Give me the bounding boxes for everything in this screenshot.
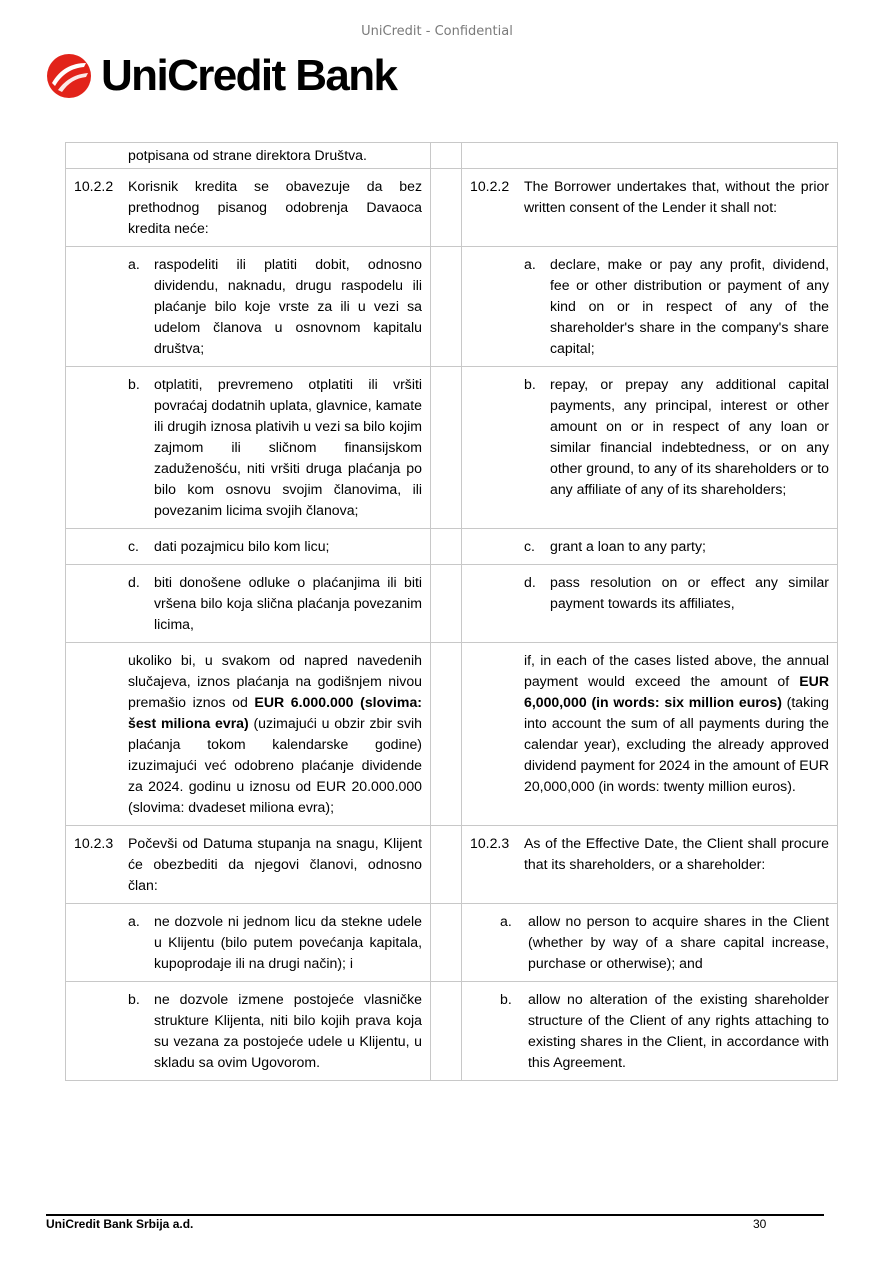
en-text: grant a loan to any party; xyxy=(550,538,706,554)
clause-number: 10.2.2 xyxy=(74,178,114,194)
unicredit-logo-icon xyxy=(46,53,92,99)
sr-text: dati pozajmicu bilo kom licu; xyxy=(154,538,330,554)
table-row xyxy=(66,826,838,904)
sr-text: ukoliko bi, u svakom od napred navedenih slučajeva, iznos plaćanja na godišnjem nivou premašio iznos od EUR 6.000.000 (slovima: šest miliona evra) (uzimajući u obzir zbir svih plaćanja tokom kalendarske godine) izuzimajući već odobreno plaćanje dividende za 2024. godinu u iznosu od EUR 20.000.000 (slovima: dvadeset miliona evra); xyxy=(128,652,422,815)
sr-text: otplatiti, prevremeno otplatiti ili vršiti povraćaj dodatnih uplata, glavnice, kamate ili drugih iznosa plativih u vezi sa bilo kojim zajmom ili sličnom finansijskom zaduženošću, niti vršiti druga plaćanja po bilo kom osnovu svojim članovima, ili povezanim licima svojih članova; xyxy=(154,376,422,518)
sr-cell xyxy=(66,143,431,169)
unicredit-logo xyxy=(46,53,396,99)
en-text: pass resolution on or effect any similar payment towards its affiliates, xyxy=(550,574,829,611)
en-text: allow no person to acquire shares in the Client (whether by way of a share capital increase, purchase or otherwise); and xyxy=(528,913,829,971)
item-letter: a. xyxy=(128,913,140,929)
table-row xyxy=(66,982,838,1081)
confidential-label: UniCredit - Confidential xyxy=(361,24,513,39)
table-row xyxy=(66,169,838,247)
en-text: allow no alteration of the existing shareholder structure of the Client of any rights attaching to existing shares in the Client, in accordance with this Agreement. xyxy=(528,991,829,1070)
bilingual-contract-table xyxy=(65,142,838,1081)
table-row xyxy=(66,367,838,529)
en-text: repay, or prepay any additional capital payments, any principal, interest or other amount on or in respect of any loan or similar financial indebtedness, or on any other ground, to any of its shareholders or to any affiliate of any of its shareholders; xyxy=(550,376,829,497)
brand-name: UniCredit Bank xyxy=(101,51,397,100)
sr-text: ne dozvole izmene postojeće vlasničke strukture Klijenta, niti bilo kojih prava koja su vezana za postojeće udele u Klijentu, u skladu sa ovim Ugovorom. xyxy=(154,991,422,1070)
clause-number: 10.2.3 xyxy=(470,835,510,851)
item-letter: c. xyxy=(524,538,535,554)
item-letter: b. xyxy=(500,991,512,1007)
item-letter: b. xyxy=(128,991,140,1007)
item-letter: a. xyxy=(500,913,512,929)
sr-text: ne dozvole ni jednom licu da stekne udele u Klijentu (bilo putem povećanja kapitala, kupoprodaje ili na drugi način); i xyxy=(154,913,422,971)
item-letter: d. xyxy=(128,574,140,590)
en-text: As of the Effective Date, the Client shall procure that its shareholders, or a shareholder: xyxy=(524,835,829,872)
footer-divider xyxy=(46,1214,824,1216)
item-letter: a. xyxy=(524,256,536,272)
sr-text: biti donošene odluke o plaćanjima ili biti vršena bilo koja slična plaćanja povezanim licima, xyxy=(154,574,422,632)
sr-text: raspodeliti ili platiti dobit, odnosno dividendu, naknadu, drugu raspodelu ili plaćanje bilo koje vrste za ili u vezi sa udelom članova u osnovnom kapitalu društva; xyxy=(154,256,422,356)
table-row xyxy=(66,143,838,169)
en-text: if, in each of the cases listed above, the annual payment would exceed the amount of EUR 6,000,000 (in words: six million euros) (taking into account the sum of all payments during the calendar year), excluding the already approved dividend payment for 2024 in the amount of EUR 20,000,000 (in words: twenty million euros). xyxy=(524,652,829,794)
sr-text: potpisana od strane direktora Društva. xyxy=(128,147,367,163)
table-row xyxy=(66,904,838,982)
table-row xyxy=(66,529,838,565)
item-letter: d. xyxy=(524,574,536,590)
sr-text: Počevši od Datuma stupanja na snagu, Klijent će obezbediti da njegovi članovi, odnosno član: xyxy=(128,835,422,893)
table-row xyxy=(66,247,838,367)
item-letter: c. xyxy=(128,538,139,554)
en-text: declare, make or pay any profit, dividend, fee or other distribution or payment of any kind on or in respect of any of the shareholder's share in the company's share capital; xyxy=(550,256,829,356)
item-letter: b. xyxy=(128,376,140,392)
clause-number: 10.2.2 xyxy=(470,178,510,194)
en-text: The Borrower undertakes that, without the prior written consent of the Lender it shall not: xyxy=(524,178,829,215)
sr-text: Korisnik kredita se obavezuje da bez prethodnog pisanog odobrenja Davaoca kredita neće: xyxy=(128,178,422,236)
item-letter: b. xyxy=(524,376,536,392)
page-number: 30 xyxy=(753,1217,767,1231)
table-row xyxy=(66,643,838,826)
clause-number: 10.2.3 xyxy=(74,835,114,851)
en-cell xyxy=(462,143,838,169)
footer-company: UniCredit Bank Srbija a.d. xyxy=(46,1217,194,1231)
item-letter: a. xyxy=(128,256,140,272)
table-row xyxy=(66,565,838,643)
